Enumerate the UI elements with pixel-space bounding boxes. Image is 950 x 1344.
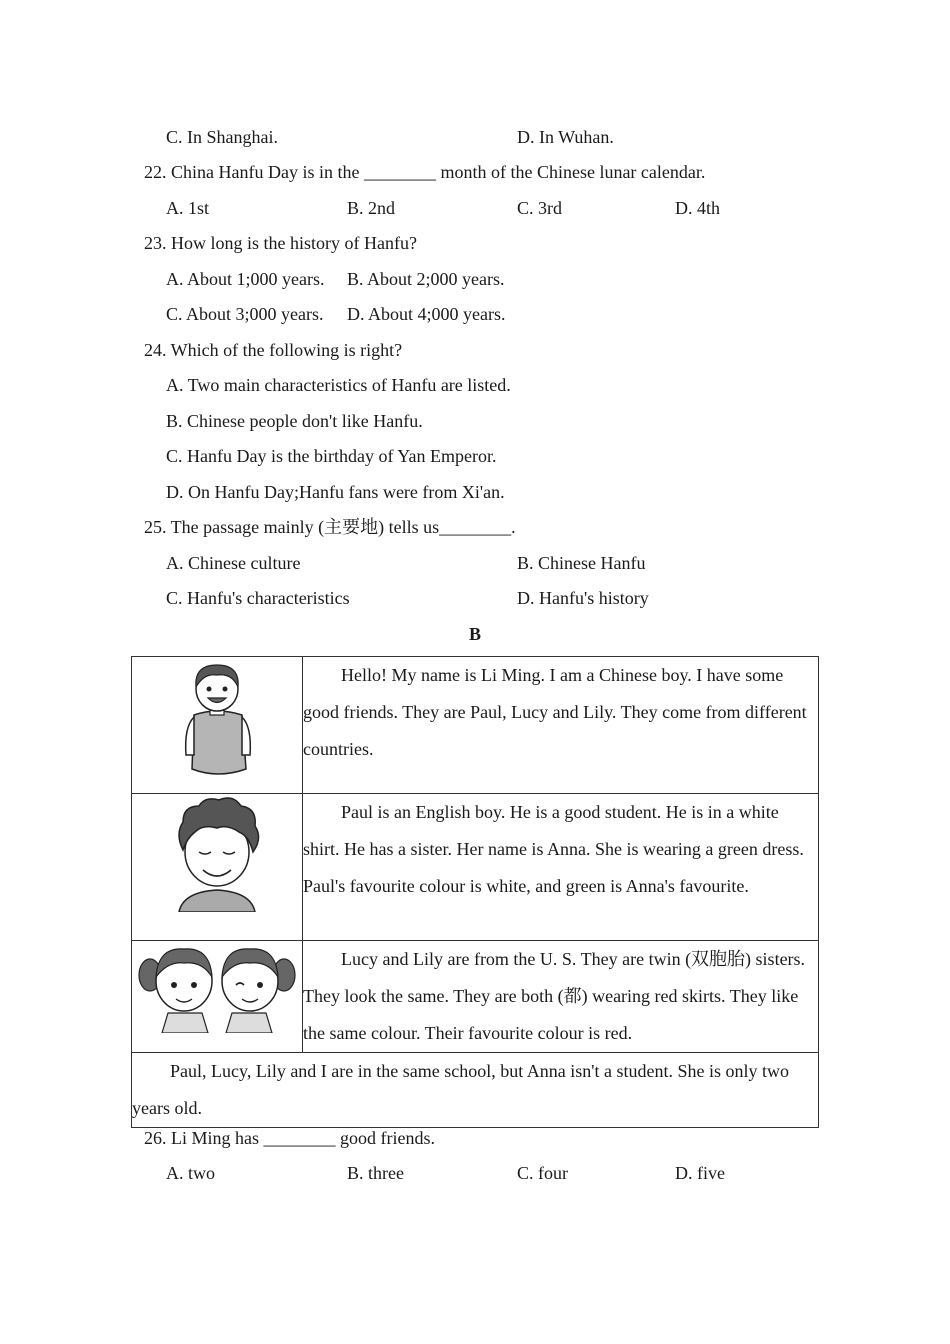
table-row (132, 794, 819, 941)
footer-text-cell (132, 1053, 819, 1128)
section-b-title: B (468, 624, 481, 644)
q24-option-a: A. Two main characteristics of Hanfu are listed. (166, 375, 511, 395)
q26-option-d: D. five (675, 1163, 725, 1183)
q26-option-b: B. three (347, 1163, 404, 1183)
q23-option-a: A. About 1;000 years. (166, 269, 325, 289)
q22-option-b: B. 2nd (347, 198, 396, 218)
q26-option-c: C. four (517, 1163, 568, 1183)
twin-girls-illustration (138, 941, 296, 1033)
paul-picture-cell (132, 794, 303, 941)
q23-question: 23. How long is the history of Hanfu? (144, 233, 417, 253)
q21-option-d: D. In Wuhan. (517, 127, 614, 147)
story-paragraph-paul: Paul is an English boy. He is a good student. He is in a white shirt. He has a sister. Her name is Anna. She is wearing a green dress. Paul's favourite colour is white, and green is Anna's favourite. (303, 802, 804, 896)
q26-question: 26. Li Ming has ________ good friends. (144, 1128, 435, 1148)
boy-backpack-illustration (172, 657, 262, 779)
q22-question: 22. China Hanfu Day is in the ________ month of the Chinese lunar calendar. (144, 162, 706, 182)
curly-hair-boy-illustration (169, 794, 265, 912)
story-paragraph-twins: Lucy and Lily are from the U. S. They are twin (双胞胎) sisters. They look the same. They are both (都) wearing red skirts. They like the same colour. Their favourite colour is red. (303, 949, 806, 1043)
table-row (132, 941, 819, 1053)
li-ming-picture-cell (132, 657, 303, 794)
q23-option-d: D. About 4;000 years. (347, 304, 506, 324)
q24-option-d: D. On Hanfu Day;Hanfu fans were from Xi'an. (166, 482, 505, 502)
story-paragraph-footer: Paul, Lucy, Lily and I are in the same school, but Anna isn't a student. She is only two years old. (132, 1061, 789, 1118)
q23-option-c: C. About 3;000 years. (166, 304, 324, 324)
q23-option-b: B. About 2;000 years. (347, 269, 505, 289)
q25-option-d: D. Hanfu's history (517, 588, 649, 608)
q22-option-c: C. 3rd (517, 198, 562, 218)
q25-question: 25. The passage mainly (主要地) tells us________. (144, 517, 516, 537)
q21-option-c: C. In Shanghai. (166, 127, 278, 147)
table-row (132, 657, 819, 794)
q25-option-c: C. Hanfu's characteristics (166, 588, 350, 608)
twins-picture-cell (132, 941, 303, 1053)
q24-question: 24. Which of the following is right? (144, 340, 403, 360)
q25-option-a: A. Chinese culture (166, 553, 301, 573)
story-paragraph-li-ming: Hello! My name is Li Ming. I am a Chinese boy. I have some good friends. They are Paul, Lucy and Lily. They come from different countries. (303, 665, 807, 759)
li-ming-text-cell (303, 657, 819, 794)
q26-option-a: A. two (166, 1163, 215, 1183)
paul-text-cell (303, 794, 819, 941)
q22-option-a: A. 1st (166, 198, 210, 218)
q25-option-b: B. Chinese Hanfu (517, 553, 646, 573)
q24-option-c: C. Hanfu Day is the birthday of Yan Emperor. (166, 446, 497, 466)
twins-text-cell (303, 941, 819, 1053)
q24-option-b: B. Chinese people don't like Hanfu. (166, 411, 423, 431)
q22-option-d: D. 4th (675, 198, 720, 218)
table-row (132, 1053, 819, 1128)
story-table (131, 656, 819, 1128)
